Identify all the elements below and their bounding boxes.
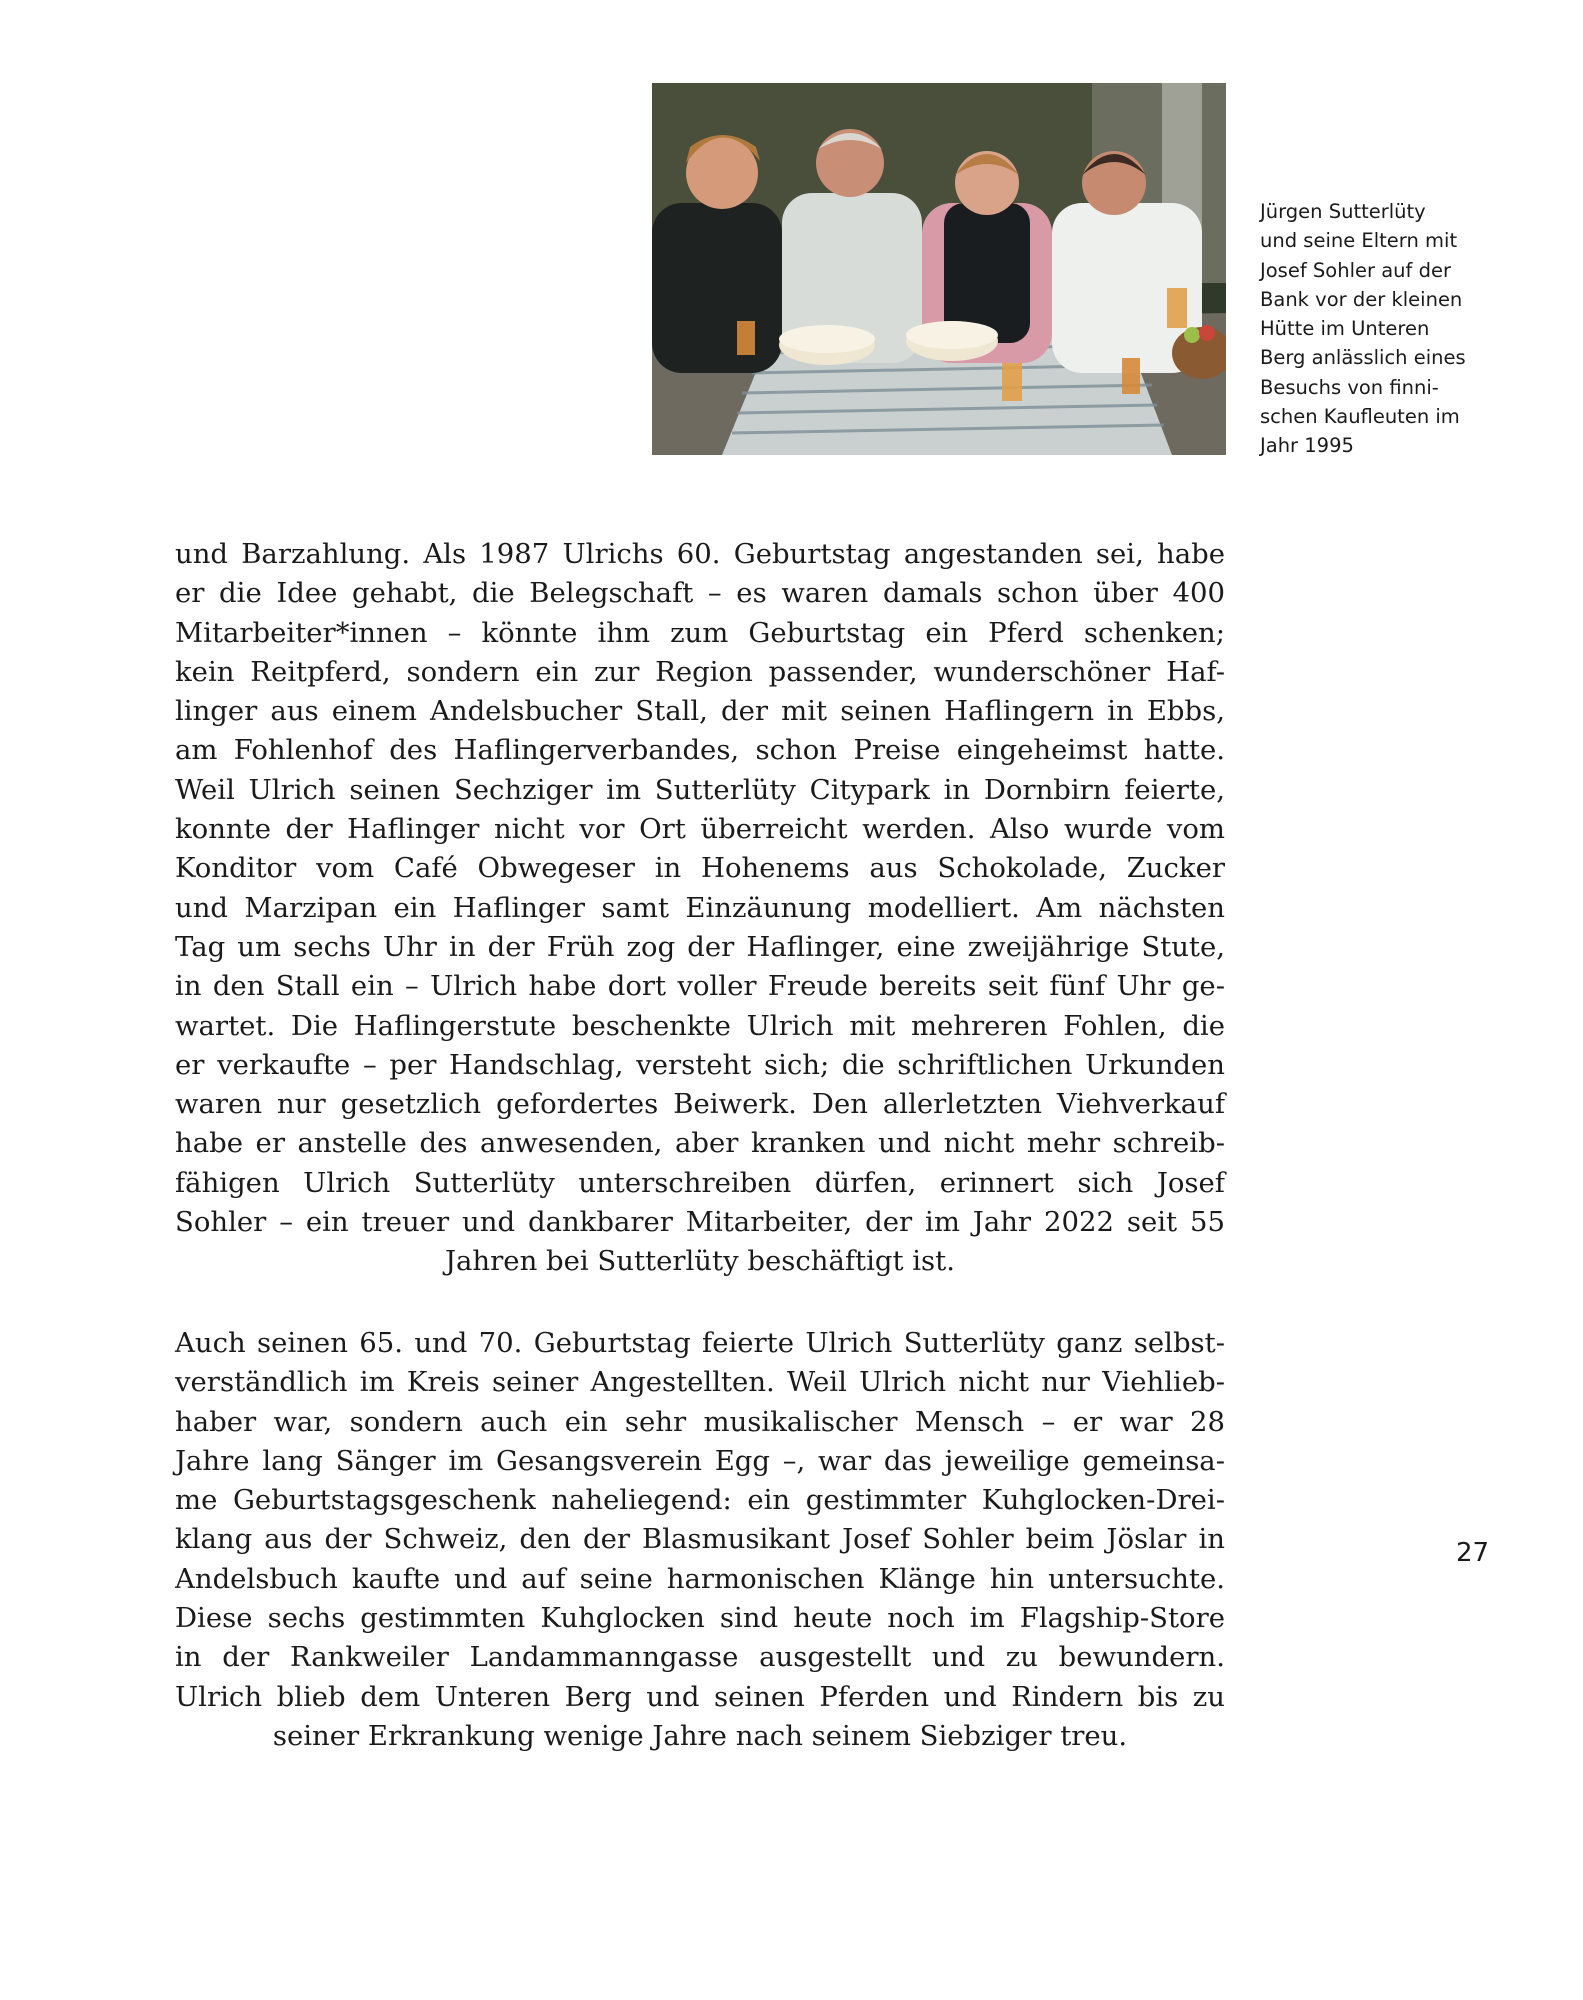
caption-line: Besuchs von finni- bbox=[1260, 375, 1439, 399]
text-line: Weil Ulrich seinen Sechziger im Sutterlüty Citypark in Dornbirn feierte, bbox=[175, 773, 1225, 806]
page-number: 27 bbox=[1456, 1538, 1490, 1568]
text-line: seiner Erkrankung wenige Jahre nach seinem Siebziger treu. bbox=[272, 1719, 1128, 1752]
text-line: und Marzipan ein Haflinger samt Einzäunung modelliert. Am nächsten bbox=[175, 891, 1225, 924]
text-line: in den Stall ein – Ulrich habe dort voller Freude bereits seit fünf Uhr ge- bbox=[175, 970, 1225, 1003]
caption-line: Jahr 1995 bbox=[1260, 434, 1354, 458]
text-line: verständlich im Kreis seiner Angestellten. Weil Ulrich nicht nur Viehlieb- bbox=[175, 1366, 1225, 1399]
text-line: habe er anstelle des anwesenden, aber kranken und nicht mehr schreib- bbox=[175, 1127, 1225, 1160]
caption-line: und seine Eltern mit bbox=[1260, 229, 1458, 253]
text-line: in der Rankweiler Landammanngasse ausgestellt und zu bewundern. bbox=[175, 1641, 1225, 1674]
text-line: wartet. Die Haflingerstute beschenkte Ulrich mit mehreren Fohlen, die bbox=[175, 1009, 1225, 1042]
body-paragraph-1 bbox=[175, 535, 1225, 1282]
text-line: Jahre lang Sänger im Gesangsverein Egg –, war das jeweilige gemeinsa- bbox=[175, 1444, 1225, 1477]
caption-line: Jürgen Sutterlüty bbox=[1260, 200, 1426, 223]
text-line: konnte der Haflinger nicht vor Ort überreicht werden. Also wurde vom bbox=[175, 813, 1225, 846]
text-line: er verkaufte – per Handschlag, versteht sich; die schriftlichen Urkunden bbox=[175, 1048, 1225, 1081]
caption-line: Hütte im Unteren bbox=[1260, 317, 1430, 341]
text-line: Mitarbeiter*innen – könnte ihm zum Geburtstag ein Pferd schenken; bbox=[175, 616, 1225, 649]
caption-line: Bank vor der kleinen bbox=[1260, 287, 1463, 311]
text-line: fähigen Ulrich Sutterlüty unterschreiben dürfen, erinnert sich Josef bbox=[175, 1166, 1225, 1199]
text-line: linger aus einem Andelsbucher Stall, der mit seinen Haflingern in Ebbs, bbox=[175, 695, 1225, 728]
body-paragraph-2 bbox=[175, 1324, 1225, 1756]
text-line: kein Reitpferd, sondern ein zur Region passender, wunderschöner Haf- bbox=[175, 655, 1225, 688]
caption-line: Berg anlässlich eines bbox=[1260, 346, 1466, 370]
text-line: haber war, sondern auch ein sehr musikalischer Mensch – er war 28 bbox=[175, 1405, 1225, 1438]
text-line: Jahren bei Sutterlüty beschäftigt ist. bbox=[445, 1245, 955, 1278]
caption-line: Josef Sohler auf der bbox=[1260, 258, 1451, 282]
text-line: Diese sechs gestimmten Kuhglocken sind heute noch im Flagship-Store bbox=[175, 1602, 1225, 1635]
text-line: Andelsbuch kaufte und auf seine harmonischen Klänge hin untersuchte. bbox=[175, 1562, 1225, 1595]
text-line: und Barzahlung. Als 1987 Ulrichs 60. Geburtstag angestanden sei, habe bbox=[175, 538, 1225, 570]
text-line: klang aus der Schweiz, den der Blasmusikant Josef Sohler beim Jöslar in bbox=[175, 1523, 1225, 1556]
photo-caption bbox=[1260, 197, 1510, 461]
text-line: Tag um sechs Uhr in der Früh zog der Haflinger, eine zweijährige Stute, bbox=[175, 930, 1225, 963]
text-line: Ulrich blieb dem Unteren Berg und seinen Pferden und Rindern bis zu bbox=[175, 1680, 1225, 1713]
text-line: er die Idee gehabt, die Belegschaft – es waren damals schon über 400 bbox=[175, 577, 1225, 610]
text-line: am Fohlenhof des Haflingerverbandes, schon Preise eingeheimst hatte. bbox=[175, 734, 1225, 767]
caption-line: schen Kaufleuten im bbox=[1260, 405, 1460, 429]
group-photo bbox=[652, 83, 1226, 455]
text-line: Konditor vom Café Obwegeser in Hohenems aus Schokolade, Zucker bbox=[175, 852, 1225, 885]
text-line: me Geburtstagsgeschenk naheliegend: ein gestimmter Kuhglocken-Drei- bbox=[175, 1484, 1225, 1517]
text-line: waren nur gesetzlich gefordertes Beiwerk. Den allerletzten Viehverkauf bbox=[175, 1088, 1225, 1121]
text-line: Auch seinen 65. und 70. Geburtstag feierte Ulrich Sutterlüty ganz selbst- bbox=[175, 1327, 1225, 1359]
text-line: Sohler – ein treuer und dankbarer Mitarbeiter, der im Jahr 2022 seit 55 bbox=[175, 1206, 1225, 1239]
